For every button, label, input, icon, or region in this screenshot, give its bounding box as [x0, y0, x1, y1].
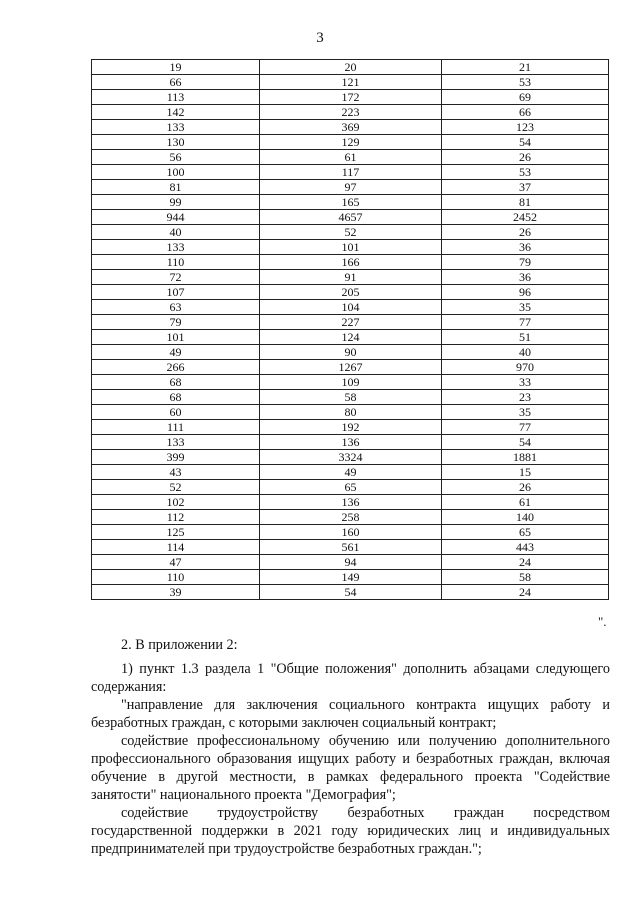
table-cell: 192: [260, 420, 442, 435]
table-row: [92, 210, 609, 225]
table-row: [92, 240, 609, 255]
table-cell: 58: [260, 390, 442, 405]
table-row: [92, 135, 609, 150]
table-cell: 97: [260, 180, 442, 195]
table-cell: 266: [92, 360, 260, 375]
table-cell: 77: [442, 315, 609, 330]
table-cell: 113: [92, 90, 260, 105]
table-cell: 21: [442, 60, 609, 75]
table-cell: 104: [260, 300, 442, 315]
table-cell: 129: [260, 135, 442, 150]
table-cell: 79: [92, 315, 260, 330]
table-cell: 53: [442, 75, 609, 90]
table-cell: 36: [442, 270, 609, 285]
table-cell: 142: [92, 105, 260, 120]
table-cell: 4657: [260, 210, 442, 225]
table-cell: 37: [442, 180, 609, 195]
paragraph-2: содействие профессиональному обучению или получению дополнительного профессионального образования ищущих работу и безработных граждан, включая обучение в другой местности, в рамках федерального проекта "Содействие занятости" национального проекта "Демография";: [91, 733, 610, 803]
table-cell: 96: [442, 285, 609, 300]
table-cell: 69: [442, 90, 609, 105]
table-cell: 79: [442, 255, 609, 270]
table-row: [92, 255, 609, 270]
table-cell: 47: [92, 555, 260, 570]
table-cell: 51: [442, 330, 609, 345]
table-cell: 100: [92, 165, 260, 180]
table-row: [92, 510, 609, 525]
table-row: [92, 465, 609, 480]
table-cell: 68: [92, 390, 260, 405]
table-row: [92, 225, 609, 240]
table-cell: 49: [260, 465, 442, 480]
table-cell: 2452: [442, 210, 609, 225]
table-row: [92, 105, 609, 120]
table-row: [92, 420, 609, 435]
table-cell: 149: [260, 570, 442, 585]
table-row: [92, 390, 609, 405]
table-cell: 130: [92, 135, 260, 150]
table-cell: 66: [442, 105, 609, 120]
table-cell: 110: [92, 570, 260, 585]
item-2-heading: 2. В приложении 2:: [121, 637, 238, 653]
table-cell: 101: [92, 330, 260, 345]
table-cell: 443: [442, 540, 609, 555]
table-cell: 52: [260, 225, 442, 240]
table-cell: 1881: [442, 450, 609, 465]
table-cell: 136: [260, 435, 442, 450]
table-row: [92, 585, 609, 600]
table-cell: 117: [260, 165, 442, 180]
table-row: [92, 405, 609, 420]
table-cell: 160: [260, 525, 442, 540]
table-row: [92, 315, 609, 330]
table-cell: 369: [260, 120, 442, 135]
table-cell: 223: [260, 105, 442, 120]
table-cell: 111: [92, 420, 260, 435]
table-row: [92, 270, 609, 285]
table-row: [92, 90, 609, 105]
table-row: [92, 375, 609, 390]
table-row: [92, 345, 609, 360]
table-row: [92, 435, 609, 450]
table-cell: 65: [442, 525, 609, 540]
table-row: [92, 150, 609, 165]
table-row: [92, 360, 609, 375]
table-cell: 43: [92, 465, 260, 480]
subitem-1: 1) пункт 1.3 раздела 1 "Общие положения" дополнить абзацами следующего содержания:: [91, 661, 610, 695]
amendment-text: [91, 636, 610, 858]
table-cell: 80: [260, 405, 442, 420]
table-row: [92, 180, 609, 195]
table-cell: 114: [92, 540, 260, 555]
table-cell: 72: [92, 270, 260, 285]
table-cell: 227: [260, 315, 442, 330]
table-cell: 23: [442, 390, 609, 405]
table-cell: 172: [260, 90, 442, 105]
table-row: [92, 75, 609, 90]
table-cell: 54: [442, 435, 609, 450]
table-row: [92, 60, 609, 75]
table-cell: 123: [442, 120, 609, 135]
table-cell: 39: [92, 585, 260, 600]
table-cell: 561: [260, 540, 442, 555]
table-cell: 52: [92, 480, 260, 495]
table-cell: 24: [442, 555, 609, 570]
table-cell: 24: [442, 585, 609, 600]
table-cell: 970: [442, 360, 609, 375]
table-cell: 35: [442, 300, 609, 315]
table-cell: 110: [92, 255, 260, 270]
table-cell: 1267: [260, 360, 442, 375]
table-cell: 99: [92, 195, 260, 210]
table-cell: 65: [260, 480, 442, 495]
table-row: [92, 480, 609, 495]
table-row: [92, 300, 609, 315]
table-row: [92, 450, 609, 465]
table-cell: 54: [442, 135, 609, 150]
table-cell: 399: [92, 450, 260, 465]
table-cell: 205: [260, 285, 442, 300]
statistics-table: [91, 59, 609, 600]
table-cell: 91: [260, 270, 442, 285]
table-cell: 54: [260, 585, 442, 600]
table-cell: 63: [92, 300, 260, 315]
table-cell: 33: [442, 375, 609, 390]
table-body: [92, 60, 609, 600]
table-cell: 56: [92, 150, 260, 165]
table-cell: 121: [260, 75, 442, 90]
table-cell: 94: [260, 555, 442, 570]
table-cell: 258: [260, 510, 442, 525]
table-cell: 107: [92, 285, 260, 300]
table-cell: 109: [260, 375, 442, 390]
table-cell: 124: [260, 330, 442, 345]
table-cell: 102: [92, 495, 260, 510]
table-cell: 101: [260, 240, 442, 255]
table-row: [92, 495, 609, 510]
table-cell: 20: [260, 60, 442, 75]
table-cell: 3324: [260, 450, 442, 465]
table-cell: 136: [260, 495, 442, 510]
table-cell: 133: [92, 120, 260, 135]
page-number: 3: [316, 30, 324, 46]
table-row: [92, 540, 609, 555]
table-cell: 77: [442, 420, 609, 435]
table-cell: 61: [260, 150, 442, 165]
table-row: [92, 570, 609, 585]
table-row: [92, 195, 609, 210]
table-row: [92, 525, 609, 540]
table-cell: 26: [442, 225, 609, 240]
table-cell: 26: [442, 480, 609, 495]
table-cell: 140: [442, 510, 609, 525]
table-cell: 133: [92, 240, 260, 255]
table-cell: 81: [92, 180, 260, 195]
paragraph-1: "направление для заключения социального контракта ищущих работу и безработных граждан, с которыми заключен социальный контракт;: [91, 697, 610, 731]
table-cell: 15: [442, 465, 609, 480]
table-closing-quote: ".: [598, 614, 607, 629]
table-cell: 53: [442, 165, 609, 180]
table-cell: 112: [92, 510, 260, 525]
table-cell: 944: [92, 210, 260, 225]
table-cell: 81: [442, 195, 609, 210]
table-cell: 90: [260, 345, 442, 360]
table-cell: 36: [442, 240, 609, 255]
table-cell: 40: [442, 345, 609, 360]
table-cell: 19: [92, 60, 260, 75]
table-cell: 49: [92, 345, 260, 360]
table-cell: 165: [260, 195, 442, 210]
table-row: [92, 330, 609, 345]
table-cell: 40: [92, 225, 260, 240]
table-cell: 68: [92, 375, 260, 390]
table-cell: 61: [442, 495, 609, 510]
table-cell: 125: [92, 525, 260, 540]
paragraph-3: содействие трудоустройству безработных граждан посредством государственной поддержки в 2021 году юридических лиц и индивидуальных предпринимателей при трудоустройстве безработных граждан.";: [91, 805, 610, 857]
table-cell: 35: [442, 405, 609, 420]
table-row: [92, 285, 609, 300]
table-cell: 133: [92, 435, 260, 450]
table-row: [92, 555, 609, 570]
table-cell: 166: [260, 255, 442, 270]
table-row: [92, 165, 609, 180]
table-row: [92, 120, 609, 135]
table-cell: 26: [442, 150, 609, 165]
table-cell: 58: [442, 570, 609, 585]
table-cell: 60: [92, 405, 260, 420]
table-cell: 66: [92, 75, 260, 90]
